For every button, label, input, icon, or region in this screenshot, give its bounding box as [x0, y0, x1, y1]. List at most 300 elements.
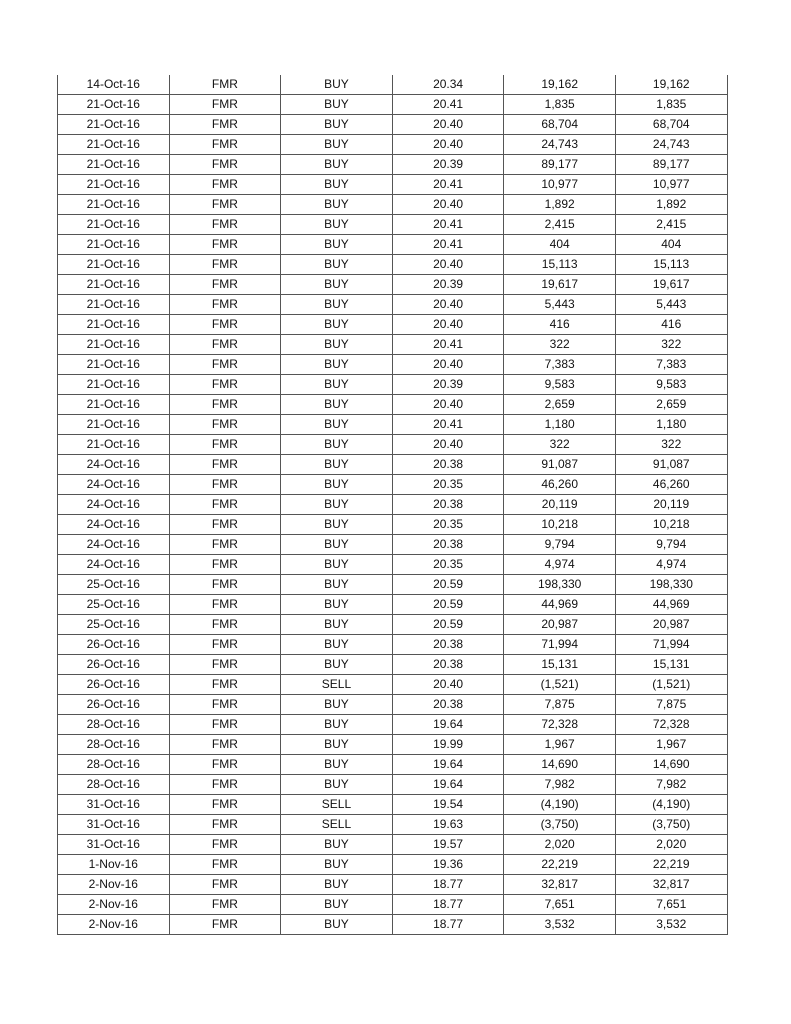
action-cell: BUY [281, 875, 393, 895]
shares-cell: 7,651 [504, 895, 616, 915]
price-cell: 20.41 [392, 175, 504, 195]
shares-cell: 72,328 [504, 715, 616, 735]
shares-cell: 1,835 [504, 95, 616, 115]
date-cell: 2-Nov-16 [58, 875, 170, 895]
table-row [58, 175, 728, 195]
date-cell: 1-Nov-16 [58, 855, 170, 875]
date-cell: 26-Oct-16 [58, 635, 170, 655]
price-cell: 20.35 [392, 555, 504, 575]
price-cell: 20.38 [392, 695, 504, 715]
action-cell: BUY [281, 775, 393, 795]
shares-cell: 44,969 [504, 595, 616, 615]
holder-cell: FMR [169, 115, 281, 135]
table-row [58, 395, 728, 415]
date-cell: 28-Oct-16 [58, 755, 170, 775]
date-cell: 28-Oct-16 [58, 735, 170, 755]
shares-cell: 71,994 [504, 635, 616, 655]
price-cell: 20.40 [392, 355, 504, 375]
price-cell: 20.40 [392, 135, 504, 155]
shares-cell: 10,218 [504, 515, 616, 535]
shares-total-cell: 7,383 [615, 355, 727, 375]
holder-cell: FMR [169, 655, 281, 675]
price-cell: 20.40 [392, 255, 504, 275]
shares-total-cell: 72,328 [615, 715, 727, 735]
table-row [58, 895, 728, 915]
holder-cell: FMR [169, 875, 281, 895]
price-cell: 20.59 [392, 615, 504, 635]
shares-total-cell: 19,162 [615, 75, 727, 95]
price-cell: 20.40 [392, 395, 504, 415]
shares-cell: 198,330 [504, 575, 616, 595]
shares-total-cell: 89,177 [615, 155, 727, 175]
shares-cell: 22,219 [504, 855, 616, 875]
table-row [58, 515, 728, 535]
date-cell: 2-Nov-16 [58, 915, 170, 935]
holder-cell: FMR [169, 275, 281, 295]
date-cell: 28-Oct-16 [58, 715, 170, 735]
table-row [58, 375, 728, 395]
shares-total-cell: 4,974 [615, 555, 727, 575]
table-row [58, 475, 728, 495]
table-row [58, 655, 728, 675]
date-cell: 24-Oct-16 [58, 515, 170, 535]
shares-cell: 416 [504, 315, 616, 335]
action-cell: BUY [281, 575, 393, 595]
date-cell: 21-Oct-16 [58, 135, 170, 155]
shares-cell: 20,987 [504, 615, 616, 635]
shares-total-cell: (4,190) [615, 795, 727, 815]
action-cell: BUY [281, 255, 393, 275]
table-row [58, 195, 728, 215]
action-cell: BUY [281, 715, 393, 735]
date-cell: 26-Oct-16 [58, 655, 170, 675]
shares-cell: 404 [504, 235, 616, 255]
table-row [58, 135, 728, 155]
table-row [58, 575, 728, 595]
date-cell: 31-Oct-16 [58, 835, 170, 855]
price-cell: 20.39 [392, 375, 504, 395]
shares-cell: 7,875 [504, 695, 616, 715]
table-row [58, 315, 728, 335]
date-cell: 21-Oct-16 [58, 255, 170, 275]
shares-cell: 7,982 [504, 775, 616, 795]
shares-total-cell: 322 [615, 435, 727, 455]
shares-cell: 46,260 [504, 475, 616, 495]
table-row [58, 815, 728, 835]
price-cell: 19.63 [392, 815, 504, 835]
table-row [58, 675, 728, 695]
shares-total-cell: 91,087 [615, 455, 727, 475]
shares-total-cell: 22,219 [615, 855, 727, 875]
price-cell: 20.39 [392, 275, 504, 295]
transactions-table-body [58, 75, 728, 935]
shares-cell: 19,162 [504, 75, 616, 95]
date-cell: 24-Oct-16 [58, 495, 170, 515]
shares-total-cell: 20,119 [615, 495, 727, 515]
holder-cell: FMR [169, 475, 281, 495]
shares-cell: 20,119 [504, 495, 616, 515]
holder-cell: FMR [169, 75, 281, 95]
table-row [58, 75, 728, 95]
holder-cell: FMR [169, 555, 281, 575]
date-cell: 21-Oct-16 [58, 95, 170, 115]
price-cell: 20.40 [392, 115, 504, 135]
table-row [58, 775, 728, 795]
holder-cell: FMR [169, 795, 281, 815]
shares-total-cell: (1,521) [615, 675, 727, 695]
shares-total-cell: 198,330 [615, 575, 727, 595]
transactions-table [57, 75, 728, 935]
price-cell: 19.36 [392, 855, 504, 875]
price-cell: 20.40 [392, 195, 504, 215]
action-cell: BUY [281, 215, 393, 235]
shares-cell: 3,532 [504, 915, 616, 935]
holder-cell: FMR [169, 95, 281, 115]
action-cell: BUY [281, 615, 393, 635]
shares-cell: 19,617 [504, 275, 616, 295]
shares-cell: 1,180 [504, 415, 616, 435]
price-cell: 20.40 [392, 435, 504, 455]
holder-cell: FMR [169, 375, 281, 395]
shares-cell: 1,967 [504, 735, 616, 755]
price-cell: 18.77 [392, 875, 504, 895]
table-row [58, 835, 728, 855]
shares-total-cell: 7,982 [615, 775, 727, 795]
shares-total-cell: 24,743 [615, 135, 727, 155]
shares-cell: 14,690 [504, 755, 616, 775]
date-cell: 21-Oct-16 [58, 195, 170, 215]
price-cell: 20.35 [392, 515, 504, 535]
action-cell: SELL [281, 795, 393, 815]
action-cell: BUY [281, 395, 393, 415]
holder-cell: FMR [169, 695, 281, 715]
shares-cell: (3,750) [504, 815, 616, 835]
shares-cell: 32,817 [504, 875, 616, 895]
price-cell: 20.41 [392, 415, 504, 435]
holder-cell: FMR [169, 715, 281, 735]
table-row [58, 855, 728, 875]
table-row [58, 495, 728, 515]
holder-cell: FMR [169, 615, 281, 635]
shares-total-cell: 9,583 [615, 375, 727, 395]
shares-total-cell: 32,817 [615, 875, 727, 895]
shares-cell: 2,415 [504, 215, 616, 235]
action-cell: BUY [281, 655, 393, 675]
price-cell: 20.41 [392, 335, 504, 355]
table-row [58, 435, 728, 455]
price-cell: 20.40 [392, 675, 504, 695]
action-cell: BUY [281, 115, 393, 135]
shares-total-cell: 5,443 [615, 295, 727, 315]
action-cell: BUY [281, 915, 393, 935]
date-cell: 21-Oct-16 [58, 295, 170, 315]
price-cell: 19.57 [392, 835, 504, 855]
shares-cell: 9,794 [504, 535, 616, 555]
table-row [58, 295, 728, 315]
holder-cell: FMR [169, 535, 281, 555]
price-cell: 19.64 [392, 755, 504, 775]
shares-total-cell: 71,994 [615, 635, 727, 655]
price-cell: 20.35 [392, 475, 504, 495]
shares-cell: 7,383 [504, 355, 616, 375]
holder-cell: FMR [169, 495, 281, 515]
action-cell: SELL [281, 815, 393, 835]
action-cell: BUY [281, 595, 393, 615]
table-row [58, 915, 728, 935]
action-cell: BUY [281, 755, 393, 775]
action-cell: BUY [281, 235, 393, 255]
shares-cell: 4,974 [504, 555, 616, 575]
table-row [58, 795, 728, 815]
price-cell: 19.64 [392, 715, 504, 735]
action-cell: BUY [281, 95, 393, 115]
table-row [58, 455, 728, 475]
holder-cell: FMR [169, 295, 281, 315]
price-cell: 18.77 [392, 895, 504, 915]
shares-total-cell: (3,750) [615, 815, 727, 835]
table-row [58, 255, 728, 275]
holder-cell: FMR [169, 455, 281, 475]
date-cell: 21-Oct-16 [58, 155, 170, 175]
action-cell: BUY [281, 635, 393, 655]
shares-total-cell: 404 [615, 235, 727, 255]
holder-cell: FMR [169, 635, 281, 655]
table-row [58, 275, 728, 295]
holder-cell: FMR [169, 135, 281, 155]
action-cell: BUY [281, 735, 393, 755]
price-cell: 20.41 [392, 235, 504, 255]
shares-total-cell: 15,113 [615, 255, 727, 275]
holder-cell: FMR [169, 515, 281, 535]
price-cell: 20.40 [392, 295, 504, 315]
action-cell: BUY [281, 455, 393, 475]
holder-cell: FMR [169, 595, 281, 615]
action-cell: BUY [281, 175, 393, 195]
table-row [58, 555, 728, 575]
shares-total-cell: 14,690 [615, 755, 727, 775]
shares-cell: 1,892 [504, 195, 616, 215]
shares-total-cell: 20,987 [615, 615, 727, 635]
date-cell: 26-Oct-16 [58, 695, 170, 715]
shares-total-cell: 1,180 [615, 415, 727, 435]
shares-total-cell: 9,794 [615, 535, 727, 555]
action-cell: BUY [281, 275, 393, 295]
date-cell: 31-Oct-16 [58, 815, 170, 835]
shares-total-cell: 10,977 [615, 175, 727, 195]
price-cell: 18.77 [392, 915, 504, 935]
price-cell: 19.54 [392, 795, 504, 815]
date-cell: 31-Oct-16 [58, 795, 170, 815]
price-cell: 20.38 [392, 495, 504, 515]
action-cell: BUY [281, 495, 393, 515]
date-cell: 21-Oct-16 [58, 275, 170, 295]
holder-cell: FMR [169, 215, 281, 235]
date-cell: 2-Nov-16 [58, 895, 170, 915]
shares-cell: 89,177 [504, 155, 616, 175]
table-row [58, 615, 728, 635]
shares-cell: 68,704 [504, 115, 616, 135]
price-cell: 20.34 [392, 75, 504, 95]
holder-cell: FMR [169, 855, 281, 875]
table-row [58, 715, 728, 735]
holder-cell: FMR [169, 755, 281, 775]
date-cell: 21-Oct-16 [58, 235, 170, 255]
date-cell: 21-Oct-16 [58, 415, 170, 435]
shares-total-cell: 7,875 [615, 695, 727, 715]
date-cell: 24-Oct-16 [58, 555, 170, 575]
action-cell: BUY [281, 155, 393, 175]
holder-cell: FMR [169, 175, 281, 195]
action-cell: BUY [281, 415, 393, 435]
price-cell: 20.38 [392, 635, 504, 655]
date-cell: 21-Oct-16 [58, 115, 170, 135]
action-cell: BUY [281, 315, 393, 335]
shares-cell: 322 [504, 335, 616, 355]
price-cell: 20.59 [392, 595, 504, 615]
shares-total-cell: 1,835 [615, 95, 727, 115]
shares-cell: 9,583 [504, 375, 616, 395]
action-cell: BUY [281, 475, 393, 495]
holder-cell: FMR [169, 775, 281, 795]
date-cell: 25-Oct-16 [58, 595, 170, 615]
shares-cell: 10,977 [504, 175, 616, 195]
shares-total-cell: 15,131 [615, 655, 727, 675]
date-cell: 21-Oct-16 [58, 215, 170, 235]
date-cell: 24-Oct-16 [58, 535, 170, 555]
price-cell: 19.99 [392, 735, 504, 755]
holder-cell: FMR [169, 195, 281, 215]
shares-cell: (4,190) [504, 795, 616, 815]
holder-cell: FMR [169, 315, 281, 335]
shares-total-cell: 3,532 [615, 915, 727, 935]
shares-cell: 24,743 [504, 135, 616, 155]
date-cell: 24-Oct-16 [58, 475, 170, 495]
action-cell: BUY [281, 295, 393, 315]
holder-cell: FMR [169, 915, 281, 935]
shares-total-cell: 2,415 [615, 215, 727, 235]
table-row [58, 115, 728, 135]
shares-cell: 15,131 [504, 655, 616, 675]
shares-total-cell: 10,218 [615, 515, 727, 535]
action-cell: BUY [281, 835, 393, 855]
action-cell: BUY [281, 135, 393, 155]
shares-total-cell: 1,892 [615, 195, 727, 215]
shares-total-cell: 19,617 [615, 275, 727, 295]
date-cell: 24-Oct-16 [58, 455, 170, 475]
holder-cell: FMR [169, 235, 281, 255]
table-row [58, 415, 728, 435]
shares-total-cell: 1,967 [615, 735, 727, 755]
price-cell: 20.38 [392, 655, 504, 675]
date-cell: 21-Oct-16 [58, 335, 170, 355]
table-row [58, 695, 728, 715]
shares-total-cell: 46,260 [615, 475, 727, 495]
shares-cell: 15,113 [504, 255, 616, 275]
action-cell: BUY [281, 355, 393, 375]
shares-total-cell: 44,969 [615, 595, 727, 615]
shares-total-cell: 2,659 [615, 395, 727, 415]
holder-cell: FMR [169, 735, 281, 755]
holder-cell: FMR [169, 675, 281, 695]
price-cell: 20.41 [392, 95, 504, 115]
table-row [58, 635, 728, 655]
table-row [58, 355, 728, 375]
shares-cell: 5,443 [504, 295, 616, 315]
date-cell: 21-Oct-16 [58, 355, 170, 375]
holder-cell: FMR [169, 395, 281, 415]
action-cell: BUY [281, 375, 393, 395]
date-cell: 25-Oct-16 [58, 615, 170, 635]
action-cell: BUY [281, 535, 393, 555]
table-row [58, 535, 728, 555]
table-row [58, 875, 728, 895]
date-cell: 21-Oct-16 [58, 315, 170, 335]
holder-cell: FMR [169, 895, 281, 915]
holder-cell: FMR [169, 815, 281, 835]
table-row [58, 755, 728, 775]
shares-cell: 322 [504, 435, 616, 455]
price-cell: 20.40 [392, 315, 504, 335]
price-cell: 19.64 [392, 775, 504, 795]
shares-total-cell: 2,020 [615, 835, 727, 855]
price-cell: 20.41 [392, 215, 504, 235]
shares-cell: (1,521) [504, 675, 616, 695]
date-cell: 14-Oct-16 [58, 75, 170, 95]
table-row [58, 595, 728, 615]
action-cell: BUY [281, 895, 393, 915]
action-cell: BUY [281, 515, 393, 535]
date-cell: 21-Oct-16 [58, 395, 170, 415]
action-cell: SELL [281, 675, 393, 695]
price-cell: 20.39 [392, 155, 504, 175]
holder-cell: FMR [169, 155, 281, 175]
action-cell: BUY [281, 195, 393, 215]
action-cell: BUY [281, 555, 393, 575]
date-cell: 21-Oct-16 [58, 435, 170, 455]
action-cell: BUY [281, 695, 393, 715]
table-row [58, 335, 728, 355]
action-cell: BUY [281, 75, 393, 95]
date-cell: 28-Oct-16 [58, 775, 170, 795]
date-cell: 25-Oct-16 [58, 575, 170, 595]
holder-cell: FMR [169, 255, 281, 275]
holder-cell: FMR [169, 835, 281, 855]
holder-cell: FMR [169, 335, 281, 355]
table-row [58, 735, 728, 755]
price-cell: 20.38 [392, 455, 504, 475]
shares-cell: 2,020 [504, 835, 616, 855]
price-cell: 20.59 [392, 575, 504, 595]
shares-total-cell: 322 [615, 335, 727, 355]
table-row [58, 95, 728, 115]
date-cell: 26-Oct-16 [58, 675, 170, 695]
shares-total-cell: 7,651 [615, 895, 727, 915]
shares-total-cell: 416 [615, 315, 727, 335]
holder-cell: FMR [169, 435, 281, 455]
shares-cell: 2,659 [504, 395, 616, 415]
holder-cell: FMR [169, 575, 281, 595]
table-row [58, 215, 728, 235]
shares-cell: 91,087 [504, 455, 616, 475]
shares-total-cell: 68,704 [615, 115, 727, 135]
action-cell: BUY [281, 335, 393, 355]
table-row [58, 155, 728, 175]
date-cell: 21-Oct-16 [58, 375, 170, 395]
holder-cell: FMR [169, 415, 281, 435]
price-cell: 20.38 [392, 535, 504, 555]
table-row [58, 235, 728, 255]
holder-cell: FMR [169, 355, 281, 375]
